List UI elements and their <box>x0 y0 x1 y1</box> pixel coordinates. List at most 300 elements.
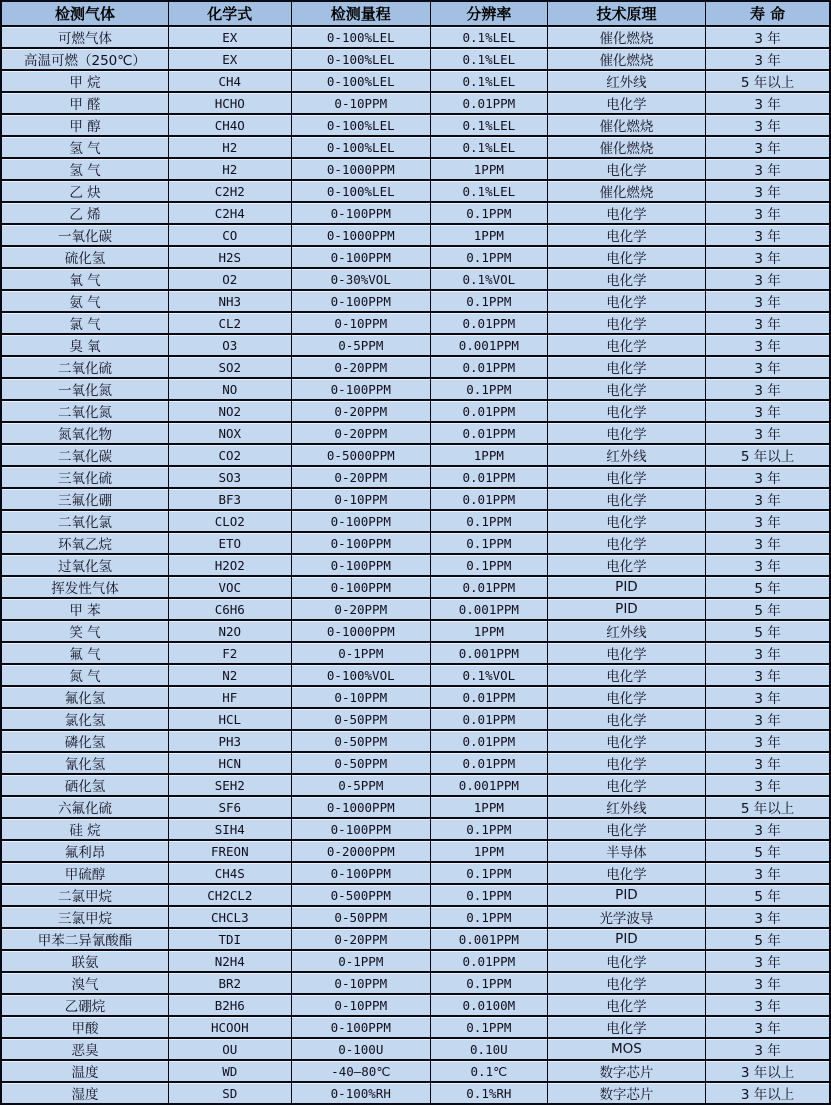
cell-chemical-formula: NO <box>168 378 291 400</box>
cell-detection-range: 0-100PPM <box>291 290 430 312</box>
cell-detection-range: 0-50PPM <box>291 730 430 752</box>
cell-detection-range: 0-5000PPM <box>291 444 430 466</box>
table-row <box>1 796 830 818</box>
table-row <box>1 92 830 114</box>
cell-gas-name: 乙 烯 <box>1 202 168 224</box>
cell-resolution: 0.1PPM <box>430 906 547 928</box>
table-row <box>1 158 830 180</box>
cell-detection-range: 0-10PPM <box>291 92 430 114</box>
cell-gas-name: 磷化氢 <box>1 730 168 752</box>
cell-resolution: 0.001PPM <box>430 928 547 950</box>
cell-chemical-formula: SEH2 <box>168 774 291 796</box>
cell-resolution: 1PPM <box>430 620 547 642</box>
cell-chemical-formula: H2O2 <box>168 554 291 576</box>
table-row <box>1 290 830 312</box>
cell-gas-name: 湿度 <box>1 1082 168 1104</box>
cell-chemical-formula: C2H4 <box>168 202 291 224</box>
cell-technology-principle: 电化学 <box>547 950 705 972</box>
cell-detection-range: 0-20PPM <box>291 466 430 488</box>
cell-detection-range: 0-10PPM <box>291 994 430 1016</box>
cell-detection-range: 0-500PPM <box>291 884 430 906</box>
cell-lifespan: 5 年 <box>706 884 830 906</box>
cell-technology-principle: 电化学 <box>547 422 705 444</box>
cell-technology-principle: 光学波导 <box>547 906 705 928</box>
cell-technology-principle: 电化学 <box>547 994 705 1016</box>
table-row <box>1 136 830 158</box>
cell-technology-principle: 电化学 <box>547 510 705 532</box>
table-row <box>1 950 830 972</box>
cell-lifespan: 3 年 <box>706 664 830 686</box>
cell-technology-principle: 电化学 <box>547 92 705 114</box>
cell-detection-range: 0-100U <box>291 1038 430 1060</box>
cell-lifespan: 5 年 <box>706 576 830 598</box>
cell-lifespan: 3 年 <box>706 488 830 510</box>
cell-gas-name: 恶臭 <box>1 1038 168 1060</box>
cell-technology-principle: 催化燃烧 <box>547 180 705 202</box>
cell-resolution: 0.1PPM <box>430 862 547 884</box>
table-row <box>1 1060 830 1082</box>
cell-technology-principle: PID <box>547 928 705 950</box>
cell-technology-principle: 电化学 <box>547 730 705 752</box>
cell-chemical-formula: B2H6 <box>168 994 291 1016</box>
table-row <box>1 884 830 906</box>
cell-chemical-formula: N2H4 <box>168 950 291 972</box>
cell-resolution: 0.1PPM <box>430 510 547 532</box>
col-detection-range: 检测量程 <box>291 1 430 26</box>
cell-resolution: 1PPM <box>430 796 547 818</box>
cell-chemical-formula: WD <box>168 1060 291 1082</box>
cell-technology-principle: 电化学 <box>547 708 705 730</box>
cell-technology-principle: 电化学 <box>547 774 705 796</box>
cell-chemical-formula: SIH4 <box>168 818 291 840</box>
cell-chemical-formula: SD <box>168 1082 291 1104</box>
table-row <box>1 356 830 378</box>
header-row <box>1 1 830 26</box>
cell-chemical-formula: HCN <box>168 752 291 774</box>
cell-technology-principle: PID <box>547 598 705 620</box>
cell-detection-range: 0-20PPM <box>291 928 430 950</box>
table-row <box>1 312 830 334</box>
cell-gas-name: 氯化氢 <box>1 708 168 730</box>
cell-technology-principle: 电化学 <box>547 290 705 312</box>
cell-resolution: 0.1%VOL <box>430 664 547 686</box>
cell-resolution: 0.1PPM <box>430 972 547 994</box>
cell-technology-principle: 红外线 <box>547 70 705 92</box>
cell-resolution: 0.1PPM <box>430 202 547 224</box>
cell-resolution: 0.01PPM <box>430 576 547 598</box>
cell-lifespan: 3 年 <box>706 202 830 224</box>
cell-resolution: 0.10U <box>430 1038 547 1060</box>
cell-chemical-formula: H2 <box>168 136 291 158</box>
cell-resolution: 0.001PPM <box>430 642 547 664</box>
cell-lifespan: 3 年以上 <box>706 1082 830 1104</box>
cell-detection-range: 0-20PPM <box>291 422 430 444</box>
cell-lifespan: 3 年 <box>706 246 830 268</box>
table-row <box>1 400 830 422</box>
cell-resolution: 0.1PPM <box>430 884 547 906</box>
cell-detection-range: 0-100%LEL <box>291 136 430 158</box>
table-row <box>1 730 830 752</box>
cell-technology-principle: 电化学 <box>547 554 705 576</box>
cell-technology-principle: 红外线 <box>547 620 705 642</box>
col-chemical-formula: 化学式 <box>168 1 291 26</box>
cell-detection-range: 0-100PPM <box>291 202 430 224</box>
cell-technology-principle: MOS <box>547 1038 705 1060</box>
cell-resolution: 0.01PPM <box>430 686 547 708</box>
cell-resolution: 0.1PPM <box>430 818 547 840</box>
cell-chemical-formula: CO <box>168 224 291 246</box>
cell-lifespan: 3 年 <box>706 1038 830 1060</box>
cell-gas-name: 过氧化氢 <box>1 554 168 576</box>
cell-chemical-formula: NO2 <box>168 400 291 422</box>
cell-chemical-formula: BF3 <box>168 488 291 510</box>
cell-gas-name: 三氯甲烷 <box>1 906 168 928</box>
table-row <box>1 840 830 862</box>
cell-gas-name: 氟 气 <box>1 642 168 664</box>
col-technology-principle: 技术原理 <box>547 1 705 26</box>
cell-detection-range: 0-100%LEL <box>291 180 430 202</box>
cell-lifespan: 3 年 <box>706 92 830 114</box>
cell-lifespan: 3 年 <box>706 224 830 246</box>
table-row <box>1 532 830 554</box>
cell-chemical-formula: N2 <box>168 664 291 686</box>
cell-gas-name: 三氟化硼 <box>1 488 168 510</box>
cell-gas-name: 乙 炔 <box>1 180 168 202</box>
cell-lifespan: 3 年 <box>706 906 830 928</box>
cell-detection-range: 0-20PPM <box>291 400 430 422</box>
table-row <box>1 224 830 246</box>
cell-lifespan: 5 年 <box>706 620 830 642</box>
cell-technology-principle: 电化学 <box>547 158 705 180</box>
cell-chemical-formula: EX <box>168 48 291 70</box>
cell-chemical-formula: H2S <box>168 246 291 268</box>
cell-lifespan: 3 年 <box>706 268 830 290</box>
cell-gas-name: 甲硫醇 <box>1 862 168 884</box>
cell-gas-name: 甲酸 <box>1 1016 168 1038</box>
cell-technology-principle: 电化学 <box>547 246 705 268</box>
cell-resolution: 0.01PPM <box>430 488 547 510</box>
cell-gas-name: 可燃气体 <box>1 26 168 48</box>
cell-resolution: 0.1%VOL <box>430 268 547 290</box>
table-row <box>1 554 830 576</box>
cell-chemical-formula: CH2CL2 <box>168 884 291 906</box>
cell-lifespan: 3 年 <box>706 686 830 708</box>
cell-gas-name: 甲 烷 <box>1 70 168 92</box>
cell-chemical-formula: C6H6 <box>168 598 291 620</box>
cell-technology-principle: 催化燃烧 <box>547 26 705 48</box>
table-row <box>1 378 830 400</box>
cell-gas-name: 氟化氢 <box>1 686 168 708</box>
cell-chemical-formula: CH4S <box>168 862 291 884</box>
cell-technology-principle: 电化学 <box>547 532 705 554</box>
cell-resolution: 0.0100M <box>430 994 547 1016</box>
cell-detection-range: -40—80℃ <box>291 1060 430 1082</box>
cell-lifespan: 3 年 <box>706 422 830 444</box>
cell-detection-range: 0-5PPM <box>291 334 430 356</box>
table-row <box>1 664 830 686</box>
cell-technology-principle: 电化学 <box>547 400 705 422</box>
cell-detection-range: 0-100PPM <box>291 510 430 532</box>
cell-detection-range: 0-100PPM <box>291 862 430 884</box>
cell-gas-name: 一氧化碳 <box>1 224 168 246</box>
cell-resolution: 1PPM <box>430 444 547 466</box>
cell-detection-range: 0-100PPM <box>291 532 430 554</box>
cell-chemical-formula: CH4O <box>168 114 291 136</box>
cell-technology-principle: 电化学 <box>547 862 705 884</box>
cell-chemical-formula: SF6 <box>168 796 291 818</box>
cell-lifespan: 5 年 <box>706 840 830 862</box>
cell-detection-range: 0-100PPM <box>291 818 430 840</box>
cell-resolution: 0.1PPM <box>430 1016 547 1038</box>
cell-detection-range: 0-50PPM <box>291 708 430 730</box>
cell-lifespan: 3 年 <box>706 642 830 664</box>
cell-technology-principle: 电化学 <box>547 356 705 378</box>
cell-technology-principle: 催化燃烧 <box>547 136 705 158</box>
table-row <box>1 818 830 840</box>
cell-lifespan: 3 年 <box>706 972 830 994</box>
cell-resolution: 0.001PPM <box>430 774 547 796</box>
cell-lifespan: 3 年 <box>706 26 830 48</box>
cell-detection-range: 0-30%VOL <box>291 268 430 290</box>
cell-chemical-formula: HCOOH <box>168 1016 291 1038</box>
cell-gas-name: 硅 烷 <box>1 818 168 840</box>
cell-technology-principle: 电化学 <box>547 312 705 334</box>
cell-technology-principle: PID <box>547 576 705 598</box>
cell-resolution: 0.1%LEL <box>430 26 547 48</box>
cell-chemical-formula: CLO2 <box>168 510 291 532</box>
cell-lifespan: 3 年 <box>706 378 830 400</box>
cell-gas-name: 甲 苯 <box>1 598 168 620</box>
cell-detection-range: 0-100PPM <box>291 576 430 598</box>
cell-chemical-formula: SO2 <box>168 356 291 378</box>
cell-chemical-formula: NH3 <box>168 290 291 312</box>
cell-gas-name: 环氧乙烷 <box>1 532 168 554</box>
table-row <box>1 70 830 92</box>
cell-chemical-formula: OU <box>168 1038 291 1060</box>
cell-technology-principle: 红外线 <box>547 444 705 466</box>
cell-gas-name: 臭 氧 <box>1 334 168 356</box>
cell-technology-principle: 电化学 <box>547 224 705 246</box>
cell-resolution: 1PPM <box>430 224 547 246</box>
cell-resolution: 0.01PPM <box>430 422 547 444</box>
table-row <box>1 1038 830 1060</box>
table-row <box>1 1082 830 1104</box>
cell-gas-name: 六氟化硫 <box>1 796 168 818</box>
cell-detection-range: 0-50PPM <box>291 752 430 774</box>
cell-resolution: 1PPM <box>430 158 547 180</box>
cell-resolution: 0.001PPM <box>430 598 547 620</box>
cell-gas-name: 氨 气 <box>1 290 168 312</box>
cell-resolution: 0.1PPM <box>430 532 547 554</box>
cell-lifespan: 3 年 <box>706 708 830 730</box>
cell-lifespan: 3 年 <box>706 356 830 378</box>
cell-technology-principle: 电化学 <box>547 268 705 290</box>
table-row <box>1 598 830 620</box>
cell-technology-principle: 催化燃烧 <box>547 48 705 70</box>
cell-lifespan: 3 年 <box>706 312 830 334</box>
cell-gas-name: 二氧化碳 <box>1 444 168 466</box>
cell-chemical-formula: O3 <box>168 334 291 356</box>
cell-chemical-formula: CO2 <box>168 444 291 466</box>
cell-lifespan: 3 年 <box>706 466 830 488</box>
cell-detection-range: 0-1000PPM <box>291 796 430 818</box>
cell-lifespan: 3 年 <box>706 180 830 202</box>
cell-chemical-formula: N2O <box>168 620 291 642</box>
cell-chemical-formula: ETO <box>168 532 291 554</box>
cell-resolution: 0.01PPM <box>430 312 547 334</box>
table-row <box>1 972 830 994</box>
cell-chemical-formula: VOC <box>168 576 291 598</box>
cell-gas-name: 氟利昂 <box>1 840 168 862</box>
cell-resolution: 0.1%LEL <box>430 114 547 136</box>
cell-detection-range: 0-20PPM <box>291 356 430 378</box>
cell-chemical-formula: NOX <box>168 422 291 444</box>
cell-resolution: 0.1%LEL <box>430 48 547 70</box>
table-row <box>1 466 830 488</box>
cell-resolution: 0.01PPM <box>430 950 547 972</box>
cell-detection-range: 0-1PPM <box>291 642 430 664</box>
cell-detection-range: 0-1000PPM <box>291 620 430 642</box>
cell-chemical-formula: H2 <box>168 158 291 180</box>
cell-technology-principle: PID <box>547 884 705 906</box>
table-row <box>1 488 830 510</box>
table-row <box>1 906 830 928</box>
cell-detection-range: 0-10PPM <box>291 686 430 708</box>
cell-lifespan: 3 年 <box>706 950 830 972</box>
cell-detection-range: 0-5PPM <box>291 774 430 796</box>
cell-gas-name: 二氧化氮 <box>1 400 168 422</box>
cell-chemical-formula: TDI <box>168 928 291 950</box>
cell-technology-principle: 电化学 <box>547 334 705 356</box>
cell-lifespan: 3 年 <box>706 158 830 180</box>
table-row <box>1 686 830 708</box>
cell-gas-name: 三氧化硫 <box>1 466 168 488</box>
table-row <box>1 246 830 268</box>
cell-detection-range: 0-10PPM <box>291 488 430 510</box>
cell-gas-name: 氰化氢 <box>1 752 168 774</box>
cell-resolution: 0.01PPM <box>430 92 547 114</box>
cell-detection-range: 0-10PPM <box>291 312 430 334</box>
col-resolution: 分辨率 <box>430 1 547 26</box>
cell-detection-range: 0-10PPM <box>291 972 430 994</box>
cell-gas-name: 甲 醛 <box>1 92 168 114</box>
cell-resolution: 0.1PPM <box>430 290 547 312</box>
cell-resolution: 0.1%LEL <box>430 136 547 158</box>
cell-gas-name: 氧 气 <box>1 268 168 290</box>
table-row <box>1 26 830 48</box>
cell-technology-principle: 电化学 <box>547 466 705 488</box>
cell-technology-principle: 电化学 <box>547 686 705 708</box>
cell-chemical-formula: PH3 <box>168 730 291 752</box>
table-row <box>1 510 830 532</box>
table-row <box>1 180 830 202</box>
cell-detection-range: 0-100%LEL <box>291 48 430 70</box>
cell-gas-name: 甲 醇 <box>1 114 168 136</box>
cell-chemical-formula: CHCL3 <box>168 906 291 928</box>
cell-lifespan: 3 年 <box>706 752 830 774</box>
cell-technology-principle: 数字芯片 <box>547 1082 705 1104</box>
cell-gas-name: 联氨 <box>1 950 168 972</box>
col-gas-name: 检测气体 <box>1 1 168 26</box>
cell-detection-range: 0-1000PPM <box>291 158 430 180</box>
table-row <box>1 994 830 1016</box>
cell-detection-range: 0-50PPM <box>291 906 430 928</box>
cell-lifespan: 5 年 <box>706 928 830 950</box>
cell-technology-principle: 电化学 <box>547 202 705 224</box>
cell-gas-name: 二氯甲烷 <box>1 884 168 906</box>
cell-detection-range: 0-100PPM <box>291 246 430 268</box>
cell-detection-range: 0-2000PPM <box>291 840 430 862</box>
table-row <box>1 620 830 642</box>
cell-detection-range: 0-100PPM <box>291 554 430 576</box>
cell-technology-principle: 红外线 <box>547 796 705 818</box>
table-body <box>1 26 830 1104</box>
cell-technology-principle: 电化学 <box>547 972 705 994</box>
cell-gas-name: 笑 气 <box>1 620 168 642</box>
cell-chemical-formula: HCHO <box>168 92 291 114</box>
cell-gas-name: 硒化氢 <box>1 774 168 796</box>
cell-lifespan: 3 年以上 <box>706 1060 830 1082</box>
table-row <box>1 48 830 70</box>
cell-gas-name: 氮 气 <box>1 664 168 686</box>
cell-lifespan: 5 年以上 <box>706 70 830 92</box>
cell-technology-principle: 催化燃烧 <box>547 114 705 136</box>
cell-gas-name: 溴气 <box>1 972 168 994</box>
cell-chemical-formula: HF <box>168 686 291 708</box>
cell-gas-name: 氯 气 <box>1 312 168 334</box>
cell-detection-range: 0-20PPM <box>291 598 430 620</box>
cell-lifespan: 3 年 <box>706 554 830 576</box>
cell-gas-name: 甲苯二异氰酸酯 <box>1 928 168 950</box>
table-header <box>1 1 830 26</box>
table-row <box>1 928 830 950</box>
table-row <box>1 268 830 290</box>
cell-chemical-formula: HCL <box>168 708 291 730</box>
cell-chemical-formula: CL2 <box>168 312 291 334</box>
cell-lifespan: 3 年 <box>706 1016 830 1038</box>
cell-detection-range: 0-1PPM <box>291 950 430 972</box>
cell-lifespan: 3 年 <box>706 818 830 840</box>
cell-chemical-formula: O2 <box>168 268 291 290</box>
cell-chemical-formula: CH4 <box>168 70 291 92</box>
cell-gas-name: 高温可燃（250℃） <box>1 48 168 70</box>
cell-gas-name: 氮氧化物 <box>1 422 168 444</box>
table-row <box>1 774 830 796</box>
cell-chemical-formula: EX <box>168 26 291 48</box>
cell-technology-principle: 数字芯片 <box>547 1060 705 1082</box>
table-row <box>1 114 830 136</box>
cell-chemical-formula: BR2 <box>168 972 291 994</box>
table-row <box>1 334 830 356</box>
cell-gas-name: 硫化氢 <box>1 246 168 268</box>
table-row <box>1 576 830 598</box>
cell-chemical-formula: SO3 <box>168 466 291 488</box>
cell-resolution: 0.01PPM <box>430 356 547 378</box>
cell-lifespan: 3 年 <box>706 290 830 312</box>
table-row <box>1 422 830 444</box>
cell-resolution: 0.1PPM <box>430 554 547 576</box>
cell-detection-range: 0-1000PPM <box>291 224 430 246</box>
cell-resolution: 0.01PPM <box>430 400 547 422</box>
cell-lifespan: 3 年 <box>706 730 830 752</box>
cell-resolution: 0.1PPM <box>430 378 547 400</box>
cell-technology-principle: 电化学 <box>547 818 705 840</box>
table-row <box>1 642 830 664</box>
cell-resolution: 0.01PPM <box>430 730 547 752</box>
cell-chemical-formula: C2H2 <box>168 180 291 202</box>
table-row <box>1 1016 830 1038</box>
cell-lifespan: 3 年 <box>706 136 830 158</box>
